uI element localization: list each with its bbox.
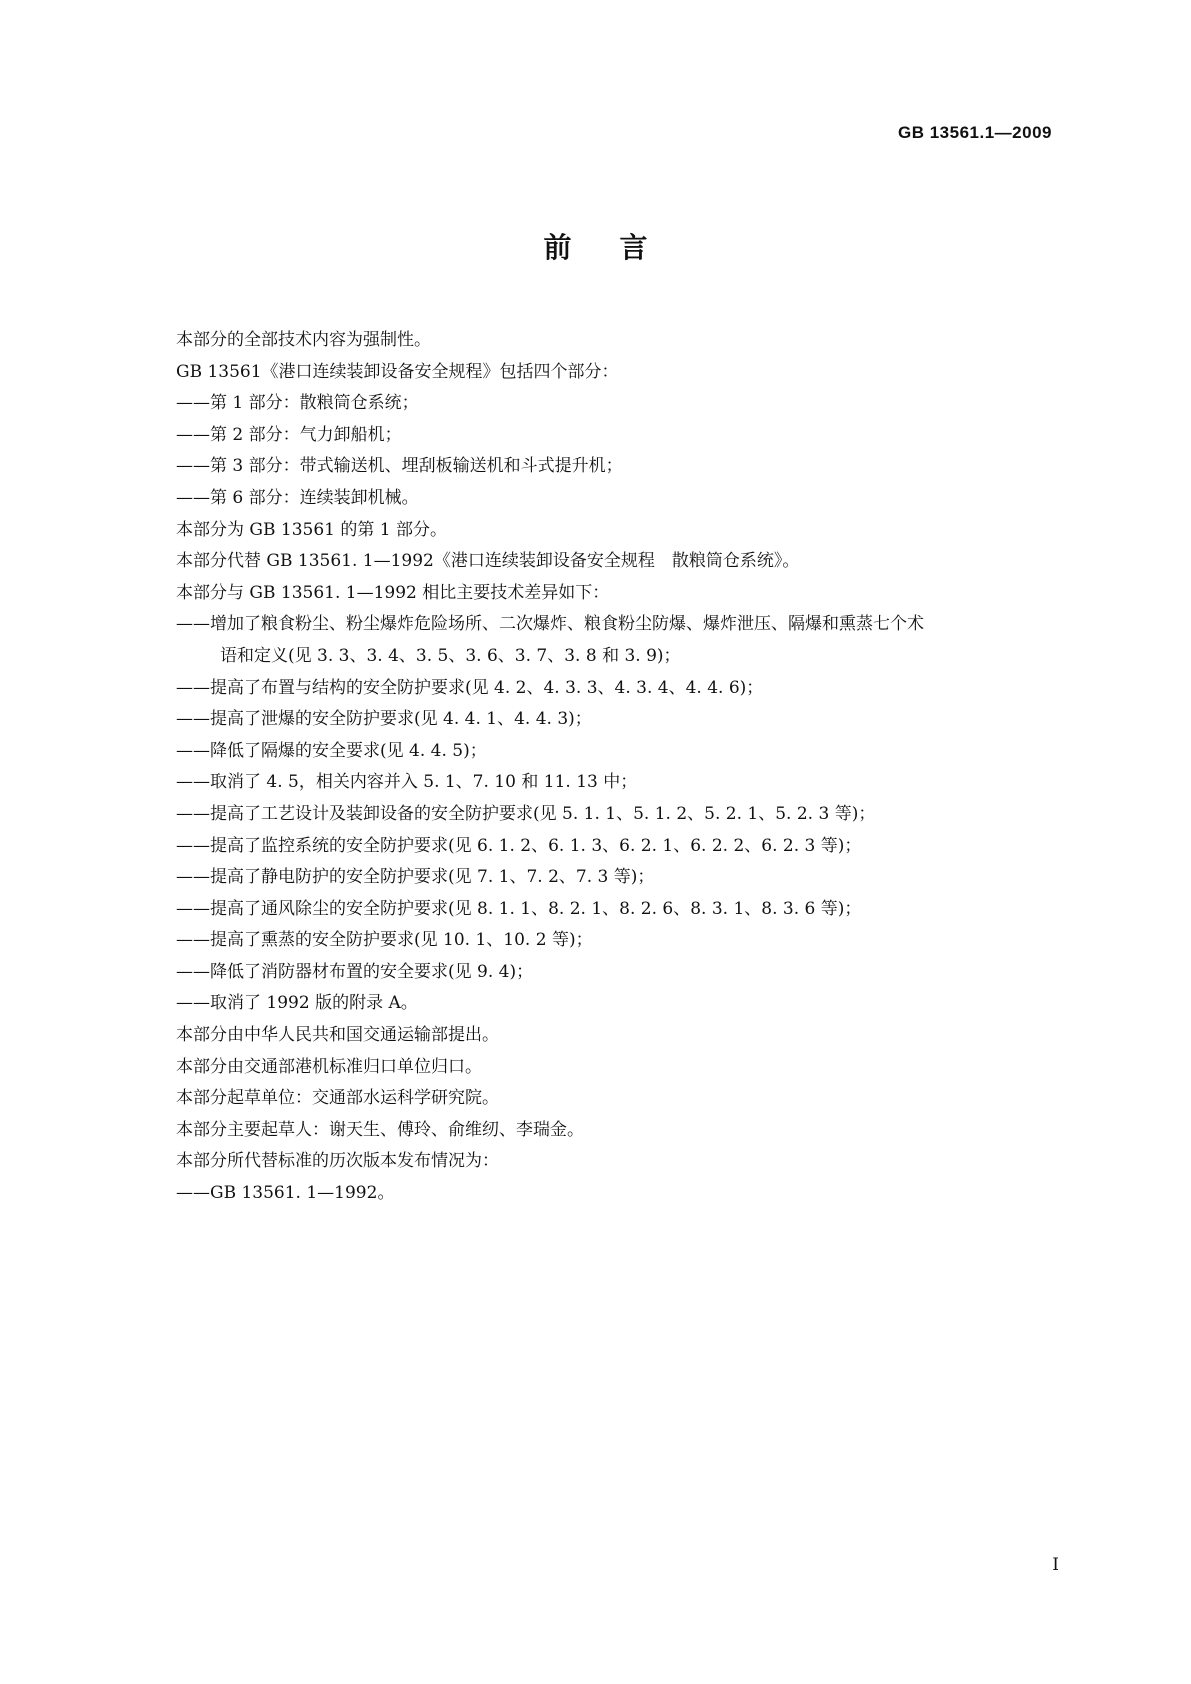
paragraph-line: ——第 1 部分：散粮筒仓系统； bbox=[176, 393, 419, 414]
paragraph-line: ——提高了通风除尘的安全防护要求(见 8. 1. 1、8. 2. 1、8. 2. 6、8. 3. 1、8. 3. 6 等)； bbox=[176, 898, 862, 919]
paragraph-line: ——提高了布置与结构的安全防护要求(见 4. 2、4. 3. 3、4. 3. 4、4. 4. 6)； bbox=[176, 677, 764, 698]
paragraph-line: ——取消了 1992 版的附录 A。 bbox=[176, 993, 418, 1014]
paragraph-line: ——增加了粮食粉尘、粉尘爆炸危险场所、二次爆炸、粮食粉尘防爆、爆炸泄压、隔爆和熏蒸七个术 bbox=[176, 614, 924, 635]
foreword-body bbox=[176, 325, 1056, 1210]
paragraph-line: ——提高了工艺设计及装卸设备的安全防护要求(见 5. 1. 1、5. 1. 2、5. 2. 1、5. 2. 3 等)； bbox=[176, 803, 876, 824]
paragraph-line: 本部分所代替标准的历次版本发布情况为： bbox=[176, 1151, 499, 1172]
paragraph-line: 本部分起草单位：交通部水运科学研究院。 bbox=[176, 1088, 499, 1109]
paragraph-line: 本部分主要起草人：谢天生、傅玲、俞维纫、李瑞金。 bbox=[176, 1119, 584, 1140]
paragraph-line: 本部分的全部技术内容为强制性。 bbox=[176, 330, 431, 350]
paragraph-line: ——GB 13561. 1—1992。 bbox=[176, 1183, 395, 1204]
paragraph-line: 本部分与 GB 13561. 1—1992 相比主要技术差异如下： bbox=[176, 582, 610, 603]
paragraph-line: ——第 2 部分：气力卸船机； bbox=[176, 424, 402, 445]
page-number: I bbox=[1052, 1555, 1059, 1575]
paragraph-line: 本部分代替 GB 13561. 1—1992《港口连续装卸设备安全规程 散粮筒仓系统》。 bbox=[176, 551, 800, 572]
standard-code: GB 13561.1—2009 bbox=[898, 123, 1052, 142]
paragraph-line: ——第 3 部分：带式输送机、埋刮板输送机和斗式提升机； bbox=[176, 456, 623, 477]
page-title: 前言 bbox=[543, 231, 696, 264]
paragraph-line: 本部分为 GB 13561 的第 1 部分。 bbox=[176, 519, 447, 540]
paragraph-line: ——提高了泄爆的安全防护要求(见 4. 4. 1、4. 4. 3)； bbox=[176, 709, 592, 730]
paragraph-line: ——降低了隔爆的安全要求(见 4. 4. 5)； bbox=[176, 740, 487, 761]
paragraph-continuation-line: 语和定义(见 3. 3、3. 4、3. 5、3. 6、3. 7、3. 8 和 3. 9)； bbox=[220, 645, 681, 666]
paragraph-line: ——提高了熏蒸的安全防护要求(见 10. 1、10. 2 等)； bbox=[176, 930, 593, 951]
paragraph-line: 本部分由交通部港机标准归口单位归口。 bbox=[176, 1056, 482, 1077]
paragraph-line: ——取消了 4. 5，相关内容并入 5. 1、7. 10 和 11. 13 中； bbox=[176, 772, 638, 793]
paragraph-line: ——第 6 部分：连续装卸机械。 bbox=[176, 487, 419, 508]
paragraph-line: 本部分由中华人民共和国交通运输部提出。 bbox=[176, 1025, 499, 1046]
paragraph-line: ——提高了监控系统的安全防护要求(见 6. 1. 2、6. 1. 3、6. 2. 1、6. 2. 2、6. 2. 3 等)； bbox=[176, 835, 862, 856]
paragraph-line: ——降低了消防器材布置的安全要求(见 9. 4)； bbox=[176, 961, 534, 982]
paragraph-line: GB 13561《港口连续装卸设备安全规程》包括四个部分： bbox=[176, 361, 619, 382]
paragraph-line: ——提高了静电防护的安全防护要求(见 7. 1、7. 2、7. 3 等)； bbox=[176, 867, 655, 888]
